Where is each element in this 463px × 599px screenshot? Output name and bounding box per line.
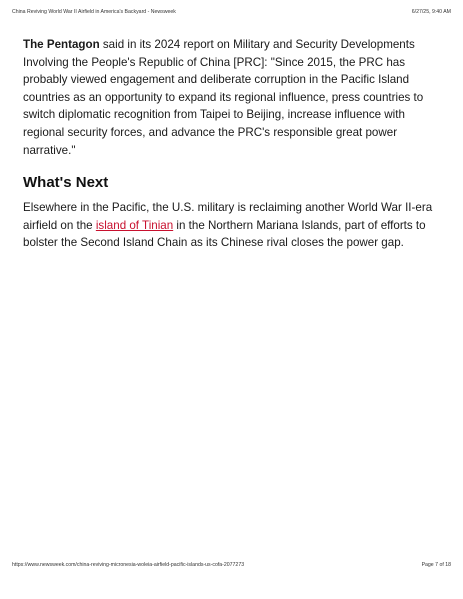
paragraph-text: in the Northern Mariana Islands, part of efforts to bolster the Second Island Chain as its Chinese rival closes the power gap. xyxy=(23,218,426,250)
island-of-tinian-link[interactable]: island of Tinian xyxy=(95,218,174,232)
print-header-datetime: 6/27/25, 9:40 AM xyxy=(411,9,451,15)
pentagon-bold-text: The Pentagon xyxy=(23,38,100,51)
paragraph-text: said in its 2024 report on Military and Security Developments Involving the People's Republic of China [PRC]: "Since 2015, the PRC has probably viewed engagement and deliberate corruption in the Pacific Island countries as an opportunity to expand its regional influence, press countries to switch diplomatic recognition from Taipei to Beijing, increase influence with regional security forces, and advance the PRC's responsible great power narrative." xyxy=(23,38,424,157)
article-paragraph xyxy=(23,36,443,159)
article-body xyxy=(23,36,443,252)
print-footer-page-number: Page 7 of 18 xyxy=(421,562,451,568)
article-paragraph xyxy=(23,199,443,252)
print-footer-url: https://www.newsweek.com/china-reviving-micronesia-woleia-airfield-pacific-islands-us-cofa-2077273 xyxy=(12,562,245,568)
print-header xyxy=(0,9,463,19)
print-footer xyxy=(0,562,463,572)
section-heading: What's Next xyxy=(23,174,109,192)
paragraph-text: Elsewhere in the Pacific, the U.S. military is reclaiming another World War II-era airfield on the xyxy=(23,201,433,232)
print-header-title: China Reviving World War II Airfield in America's Backyard - Newsweek xyxy=(12,9,176,15)
